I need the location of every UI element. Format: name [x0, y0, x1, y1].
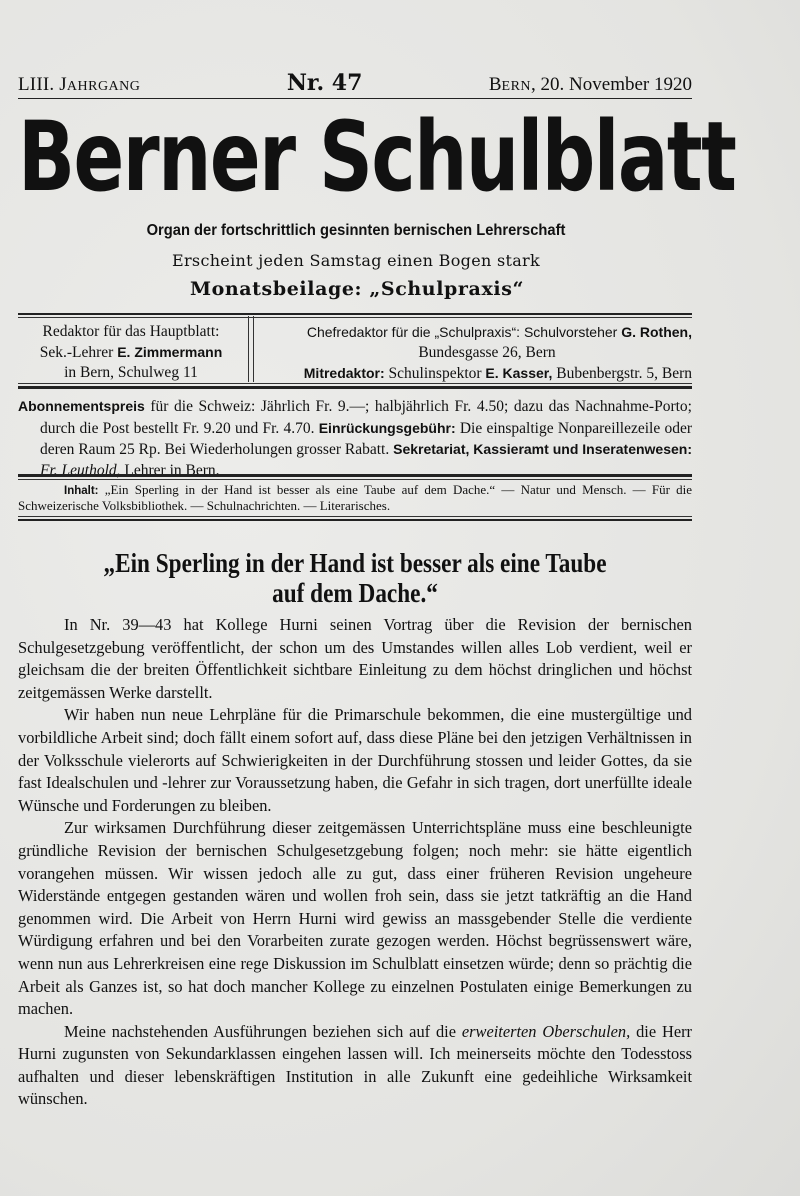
- rule-above-editors: [18, 313, 692, 315]
- header-rule: [18, 98, 692, 99]
- editors-divider: [248, 316, 254, 382]
- subscription-info: Abonnementspreis für die Schweiz: Jährlich Fr. 9.—; halbjährlich Fr. 4.50; dazu das Nachnahme-Porto; durch die Post bestellt Fr. 9.20 und Fr. 4.70. Einrückungsgebühr: Die einspaltige Nonpareillezeile oder deren Raum 25 Rp. Bei Wiederholungen grosser Rabatt. Sekretariat, Kassieramt und Inseratenwesen: Fr. Leuthold, Lehrer in Bern.: [18, 398, 693, 479]
- editors-box: [18, 320, 692, 382]
- rule-below-editors: [18, 386, 692, 389]
- rule-above-contents: [18, 474, 692, 477]
- chief-editor-line: Chefredaktor für die „Schulpraxis“: Schulvorsteher G. Rothen,: [306, 324, 692, 340]
- rule-above-contents-thin: [18, 479, 692, 480]
- main-editor-address: in Bern, Schulweg 11: [64, 364, 198, 381]
- place-date: BERN, 20. November 1920: [488, 74, 692, 95]
- rule-below-contents-thin: [18, 516, 692, 517]
- main-editor: [18, 320, 244, 382]
- table-of-contents: [18, 483, 692, 513]
- masthead-subtitle-supplement: Monatsbeilage: „Schulpraxis“: [189, 278, 525, 300]
- issue-header-line: [18, 70, 692, 94]
- chief-editor-address: Bundesgasse 26, Bern: [418, 344, 556, 361]
- other-editors: [262, 320, 692, 382]
- main-editor-name-line: Sek.-Lehrer E. Zimmermann: [39, 344, 223, 361]
- contents-label: Inhalt:: [64, 485, 99, 497]
- masthead-title: Berner Schulblatt: [18, 101, 736, 213]
- contents-text: „Ein Sperling in der Hand ist besser als eine Taube auf dem Dache.“ — Natur und Mensch. — Für die Schweizerische Volksbibliothek. — Schulnachrichten. — Literarisches.: [18, 482, 692, 513]
- article-body: [18, 614, 692, 1111]
- headline-line-1: „Ein Sperling in der Hand ist besser als eine Taube: [103, 548, 607, 578]
- masthead-subtitle-organ: Organ der fortschrittlich gesinnten bernischen Lehrerschaft: [146, 222, 566, 239]
- paragraph: In Nr. 39—43 hat Kollege Hurni seinen Vortrag über die Revision der bernischen Schulgesetzgebung veröffentlicht, der schon um des Umstandes willen alles Lob verdient, weil er gleichsam die der breiten Öffentlichkeit sichtbare Einleitung zu dem höchst dringlichen und höchst zeitgemässen Werke darstellt.: [18, 615, 692, 702]
- rule-above-editors-thin: [18, 317, 692, 318]
- main-editor-label: Redaktor für das Hauptblatt:: [42, 323, 220, 340]
- paragraph: Meine nachstehenden Ausführungen beziehen sich auf die erweiterten Oberschulen, die Herr Hurni zugunsten von Sekundarklassen eingehen lassen will. Ich meinerseits möchte den Todesstoss aufhalten und dieser lebenskräftigen Institution in alle Zukunft eine gedeihliche Wirksamkeit wünschen.: [18, 1021, 693, 1109]
- rule-below-contents: [18, 519, 692, 521]
- co-editor-line: Mitredaktor: Schulinspektor E. Kasser, Bubenbergstr. 5, Bern: [303, 365, 692, 382]
- paragraph: Wir haben nun neue Lehrpläne für die Primarschule bekommen, die eine mustergültige und vorbildliche Arbeit sind; doch fällt einem sofort auf, dass diese Pläne bei den jetzigen Verhältnissen in der Volksschule vielerorts auf Schwierigkeiten in der Durchführung stossen und leider Gottes, da sie fast Idealschulen und -lehrer zur Voraussetzung haben, die Gefahr in sich tragen, dort unerfüllte ideale Wünsche und Forderungen zu bleiben.: [18, 705, 692, 815]
- paragraph: Zur wirksamen Durchführung dieser zeitgemässen Unterrichtspläne muss eine beschleunigte gründliche Revision der bernischen Schulgesetzgebung folgen; noch mehr: sie hätte eigentlich vorangehen müssen. Wir wissen jedoch alle zu gut, dass einer früheren Revision ungeheure Widerstände entgegen gestanden wären und wollen froh sein, dass sie jetzt tatkräftig an die Hand genommen wird. Die Arbeit von Herrn Hurni wird gewiss an massgebender Stelle die verdiente Würdigung erfahren und bei den Vorarbeiten zurate gezogen werden. Höchst begrüssenswert wäre, wenn nun aus Lehrerkreisen eine rege Diskussion im Schulblatt einsetzen würde; denn so prächtig die Arbeit als Ganzes ist, so hat doch mancher Kollege zu einzelnen Postulaten einige Bemerkungen zu machen.: [18, 818, 692, 1019]
- volume-label: LIII. JAHRGANG: [18, 74, 141, 95]
- issue-number: Nr. 47: [286, 70, 363, 96]
- article-headline: [65, 548, 645, 608]
- masthead-subtitle-frequency: Erscheint jeden Samstag einen Bogen stark: [172, 251, 540, 270]
- rule-below-editors-thin: [18, 383, 692, 384]
- headline-line-2: auf dem Dache.“: [272, 578, 438, 608]
